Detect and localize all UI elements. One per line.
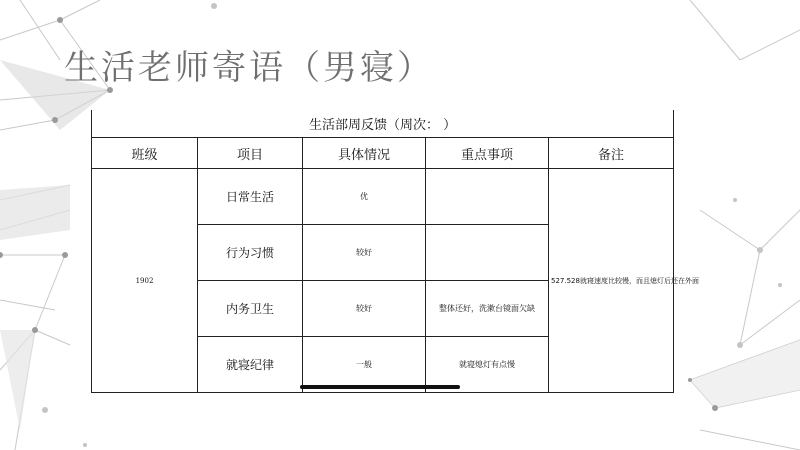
status-cell: 优 bbox=[303, 169, 426, 225]
key-points-cell: 就寝熄灯有点慢 bbox=[426, 337, 549, 393]
header-item: 项目 bbox=[198, 138, 303, 169]
header-class: 班级 bbox=[92, 138, 198, 169]
header-remarks: 备注 bbox=[549, 138, 674, 169]
status-cell: 较好 bbox=[303, 281, 426, 337]
table-caption: 生活部周反馈（周次： ） bbox=[92, 110, 674, 138]
remarks-cell: 527.528就寝速度比较慢，而且熄灯后还在外面 bbox=[549, 169, 674, 393]
header-key-points: 重点事项 bbox=[426, 138, 549, 169]
key-points-cell bbox=[426, 169, 549, 225]
item-cell: 就寝纪律 bbox=[198, 337, 303, 393]
item-cell: 行为习惯 bbox=[198, 225, 303, 281]
table-header-row bbox=[92, 138, 674, 169]
status-cell: 较好 bbox=[303, 225, 426, 281]
class-cell: 1902 bbox=[92, 169, 198, 393]
horizontal-scrollbar[interactable] bbox=[300, 385, 460, 389]
item-cell: 日常生活 bbox=[198, 169, 303, 225]
item-cell: 内务卫生 bbox=[198, 281, 303, 337]
key-points-cell bbox=[426, 225, 549, 281]
header-status: 具体情况 bbox=[303, 138, 426, 169]
slide-title: 生活老师寄语（男寝） bbox=[64, 48, 434, 88]
feedback-table-card bbox=[91, 110, 699, 392]
status-cell: 一般 bbox=[303, 337, 426, 393]
weekly-feedback-table bbox=[91, 110, 699, 393]
table-caption-row bbox=[92, 110, 674, 138]
table-row bbox=[92, 169, 674, 225]
key-points-cell: 整体还好，洗漱台镜面欠缺 bbox=[426, 281, 549, 337]
